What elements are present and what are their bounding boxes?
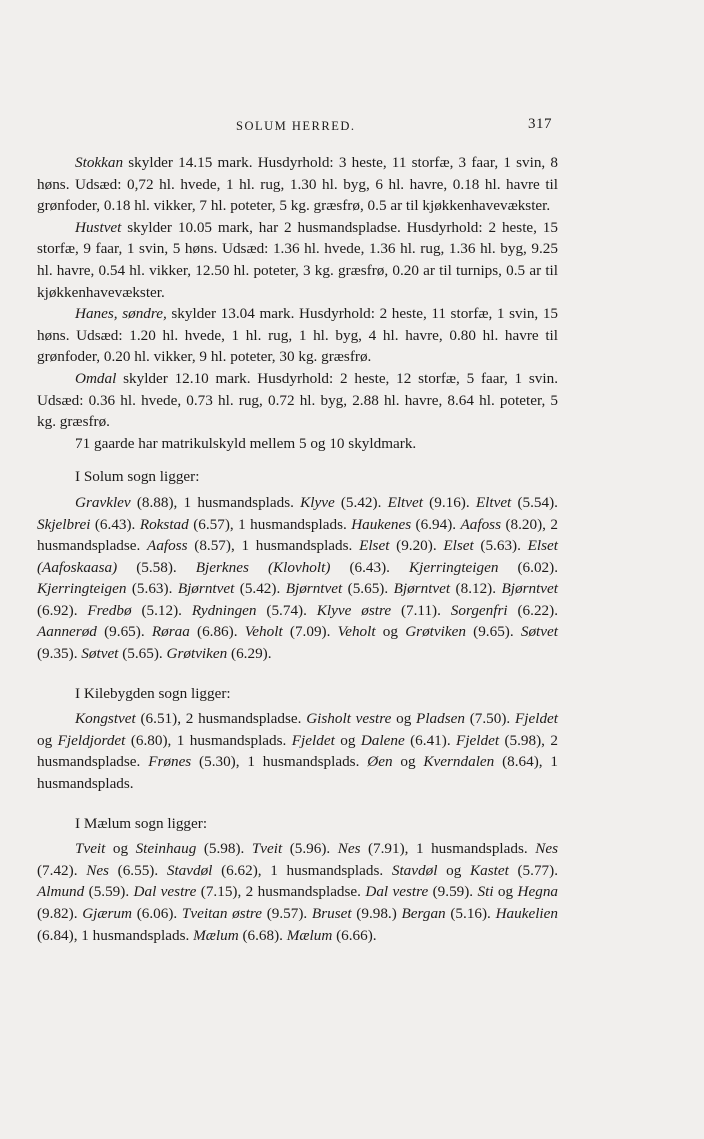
- text-run: 71 gaarde har matrikulskyld mellem 5 og 10 skyldmark.: [75, 434, 417, 452]
- farm-name: Kverndalen: [423, 753, 495, 771]
- farm-name: Kjerringteigen: [409, 558, 499, 576]
- farm-name: Tveit: [75, 840, 106, 858]
- paragraph: [37, 433, 558, 455]
- farm-name: Grøtviken: [166, 645, 228, 663]
- text-run: (6.55).: [108, 861, 167, 879]
- text-run: (6.86).: [189, 623, 245, 641]
- farm-name: Nes: [535, 840, 558, 858]
- text-run: (8.57), 1 husmandsplads.: [187, 537, 360, 555]
- text-run: (5.65).: [118, 645, 167, 663]
- farm-name: Bruset: [311, 905, 352, 922]
- text-run: (5.65).: [342, 580, 394, 598]
- text-run: (5.98).: [196, 840, 252, 858]
- text-run: (6.43).: [90, 515, 140, 533]
- farm-name: Steinhaug: [135, 840, 197, 858]
- paragraph: [37, 152, 558, 217]
- running-title: SOLUM HERRED.: [236, 119, 356, 133]
- farm-name: Fjeldjordet: [57, 731, 126, 749]
- text-run: (9.35).: [37, 645, 82, 663]
- farm-name: Grøtviken: [405, 623, 466, 641]
- farm-name: Haukenes: [351, 515, 412, 533]
- farm-name: Nes: [337, 840, 361, 858]
- text-run: (6.94).: [411, 515, 461, 533]
- farm-name: Tveitan østre: [181, 905, 262, 922]
- text-run: (8.64), 1 husmandsplads.: [37, 753, 558, 793]
- farm-name: Stavdøl: [166, 861, 213, 879]
- page-body: [37, 152, 558, 946]
- paragraph: [37, 708, 558, 794]
- farm-name: Fjeldet: [514, 710, 558, 728]
- paragraph: [37, 303, 558, 368]
- text-run: (6.66).: [332, 926, 377, 944]
- text-run: (7.50).: [464, 710, 515, 728]
- text-run: (7.42).: [37, 861, 87, 879]
- text-run: (7.15), 2 husmandspladse.: [196, 883, 366, 901]
- text-run: (9.98.): [351, 905, 402, 922]
- farm-name: Fredbø: [87, 601, 132, 619]
- text-run: (6.41).: [404, 731, 457, 749]
- farm-name: Øen: [367, 753, 393, 771]
- text-run: (5.58).: [117, 558, 196, 576]
- farm-name: Søtvet: [520, 623, 558, 641]
- text-run: (8.20), 2 husmandspladse.: [37, 515, 558, 555]
- farm-name: Elset: [443, 537, 474, 555]
- farm-name: Eltvet: [387, 493, 423, 511]
- farm-name: Elset (Aafoskaasa): [37, 537, 558, 576]
- farm-name: Kastet: [469, 861, 509, 879]
- text-run: (7.09).: [282, 623, 338, 641]
- text-run: (9.82).: [37, 905, 83, 922]
- farm-name: Rokstad: [139, 515, 189, 533]
- text-run: (9.65).: [96, 623, 152, 641]
- farm-name: Klyve østre: [316, 601, 392, 619]
- farm-name: Aafoss: [460, 515, 502, 533]
- farm-name: Kongstvet: [75, 710, 136, 728]
- farm-name: Sti: [477, 883, 494, 901]
- text-run: (5.77).: [508, 861, 558, 879]
- text-run: (5.63).: [126, 580, 178, 598]
- text-run: (6.57), 1 husmandsplads.: [188, 515, 352, 533]
- paragraph: [37, 813, 558, 835]
- text-run: I Solum sogn ligger:: [75, 468, 200, 486]
- farm-name: Eltvet: [475, 493, 512, 511]
- farm-name: Omdal: [75, 369, 117, 387]
- text-run: (9.65).: [465, 623, 521, 641]
- text-run: (7.91), 1 husmandsplads.: [360, 840, 536, 858]
- farm-name: Søtvet: [81, 645, 119, 663]
- text-run: (6.68).: [238, 926, 287, 944]
- farm-name: Røraa: [151, 623, 190, 641]
- paragraph: [37, 683, 558, 705]
- text-run: og: [105, 840, 136, 858]
- farm-name: Haukelien: [495, 905, 558, 922]
- text-run: skylder 12.10 mark. Husdyrhold: 2 heste, 12 storfæ, 5 faar, 1 svin. Udsæd: 0.36 hl. hvede, 0.73 hl. rug, 0.72 hl. byg, 2.88 hl. havre, 8.64 hl. poteter, 5 kg. græsfrø.: [37, 369, 558, 431]
- farm-name: Dalene: [360, 731, 405, 749]
- text-run: (5.74).: [256, 601, 317, 619]
- text-run: og: [391, 710, 417, 728]
- text-run: (5.42).: [334, 493, 388, 511]
- text-run: (6.84), 1 husmandsplads.: [37, 926, 194, 944]
- text-run: og: [375, 623, 406, 641]
- text-run: (6.43).: [330, 558, 409, 576]
- farm-name: Veholt: [337, 623, 376, 641]
- text-run: (6.06).: [132, 905, 182, 922]
- farm-name: Almund: [37, 883, 85, 901]
- farm-name: Bjørntvet: [177, 580, 235, 598]
- farm-name: Aafoss: [147, 537, 188, 555]
- farm-name: Bjørntvet: [393, 580, 451, 598]
- text-run: og: [493, 883, 518, 901]
- farm-name: Skjelbrei: [37, 515, 91, 533]
- farm-name: Nes: [86, 861, 109, 879]
- paragraph: [37, 466, 558, 488]
- farm-name: Dal vestre: [133, 883, 197, 901]
- farm-name: Hustvet: [75, 218, 122, 236]
- page-number: 317: [528, 116, 552, 132]
- text-run: og: [437, 861, 470, 879]
- text-run: (6.02).: [498, 558, 558, 576]
- text-run: (9.20).: [389, 537, 444, 555]
- farm-name: Gisholt vestre: [306, 710, 392, 728]
- text-run: (8.12).: [450, 580, 502, 598]
- farm-name: Hanes, søndre,: [75, 305, 167, 323]
- text-run: (5.30), 1 husmandsplads.: [191, 753, 368, 771]
- text-run: og: [392, 753, 424, 771]
- farm-name: Klyve: [300, 493, 335, 511]
- text-run: I Kilebygden sogn ligger:: [75, 684, 231, 702]
- text-run: skylder 10.05 mark, har 2 husmandspladse. Husdyrhold: 2 heste, 15 storfæ, 9 faar, 1 svin, 5 høns. Udsæd: 1.36 hl. hvede, 1.36 hl. rug, 1.36 hl. byg, 9.25 hl. havre, 0.54 hl. vikker, 12.50 hl. poteter, 3 kg. græsfrø, 0.20 ar til turnips, 0.5 ar til kjøkkenhavevækster.: [37, 218, 558, 301]
- text-run: (6.62), 1 husmandsplads.: [212, 861, 392, 879]
- paragraph: [37, 217, 558, 303]
- farm-name: Mælum: [193, 926, 239, 944]
- text-run: (7.11).: [391, 601, 451, 619]
- text-run: (6.22).: [507, 601, 558, 619]
- text-run: og: [37, 731, 58, 749]
- farm-name: Dal vestre: [365, 883, 429, 901]
- farm-name: Fjeldet: [291, 731, 335, 749]
- text-run: (5.63).: [473, 537, 528, 555]
- text-run: skylder 13.04 mark. Husdyrhold: 2 heste, 11 storfæ, 1 svin, 15 høns. Udsæd: 1.20 hl. hvede, 1 hl. rug, 1 hl. byg, 4 hl. havre, 0.80 hl. havre til grønfoder, 0.20 hl. vikker, 9 hl. poteter, 30 kg. græsfrø.: [37, 305, 559, 366]
- farm-name: Tveit: [251, 840, 283, 858]
- text-run: (5.12).: [131, 601, 192, 619]
- text-run: (9.16).: [422, 493, 476, 511]
- text-run: I Mælum sogn ligger:: [75, 814, 208, 832]
- farm-name: Sorgenfri: [450, 601, 508, 619]
- text-run: (8.88), 1 husmandsplads.: [130, 493, 301, 511]
- farm-name: Kjerringteigen: [37, 580, 127, 598]
- farm-name: Aannerød: [37, 623, 97, 641]
- farm-name: Hegna: [517, 883, 559, 901]
- text-run: skylder 14.15 mark. Husdyrhold: 3 heste, 11 storfæ, 3 faar, 1 svin, 8 høns. Udsæd: 0,72 hl. hvede, 1 hl. rug, 1.30 hl. byg, 6 hl. havre, 0.18 hl. havre til grønfoder, 0.18 hl. vikker, 7 hl. poteter, 5 kg. græsfrø, 0.5 ar til kjøkkenhavevækster.: [37, 154, 558, 215]
- text-run: (6.80), 1 husmandsplads.: [125, 731, 292, 749]
- farm-name: Elset: [359, 537, 390, 555]
- farm-name: Fjeldet: [456, 731, 500, 749]
- farm-name: Frønes: [148, 753, 192, 771]
- farm-name: Bjørntvet: [285, 580, 343, 598]
- text-run: og: [334, 731, 361, 749]
- text-run: (6.92).: [37, 601, 88, 619]
- farm-name: Gravklev: [75, 493, 131, 511]
- farm-name: Bjerknes (Klovholt): [195, 558, 331, 576]
- text-run: (9.59).: [428, 883, 478, 901]
- text-run: (5.16).: [445, 905, 496, 922]
- farm-name: Rydningen: [191, 601, 257, 619]
- farm-name: Mælum: [286, 926, 333, 944]
- text-run: (5.59).: [84, 883, 134, 901]
- text-run: (9.57).: [262, 905, 312, 922]
- farm-name: Veholt: [244, 623, 283, 641]
- farm-name: Gjærum: [82, 905, 132, 922]
- farm-name: Stavdøl: [391, 861, 438, 879]
- farm-name: Bergan: [401, 905, 446, 922]
- paragraph: [37, 838, 558, 946]
- text-run: (5.98), 2 husmandspladse.: [37, 731, 558, 771]
- paragraph: [37, 492, 558, 665]
- farm-name: Bjørntvet: [501, 580, 558, 598]
- text-run: (5.54).: [511, 493, 558, 511]
- farm-name: Pladsen: [416, 710, 465, 728]
- text-run: (5.42).: [234, 580, 286, 598]
- text-run: (5.96).: [282, 840, 338, 858]
- text-run: (6.29).: [227, 645, 272, 663]
- paragraph: [37, 368, 558, 433]
- farm-name: Stokkan: [75, 154, 124, 171]
- text-run: (6.51), 2 husmandspladse.: [135, 710, 307, 728]
